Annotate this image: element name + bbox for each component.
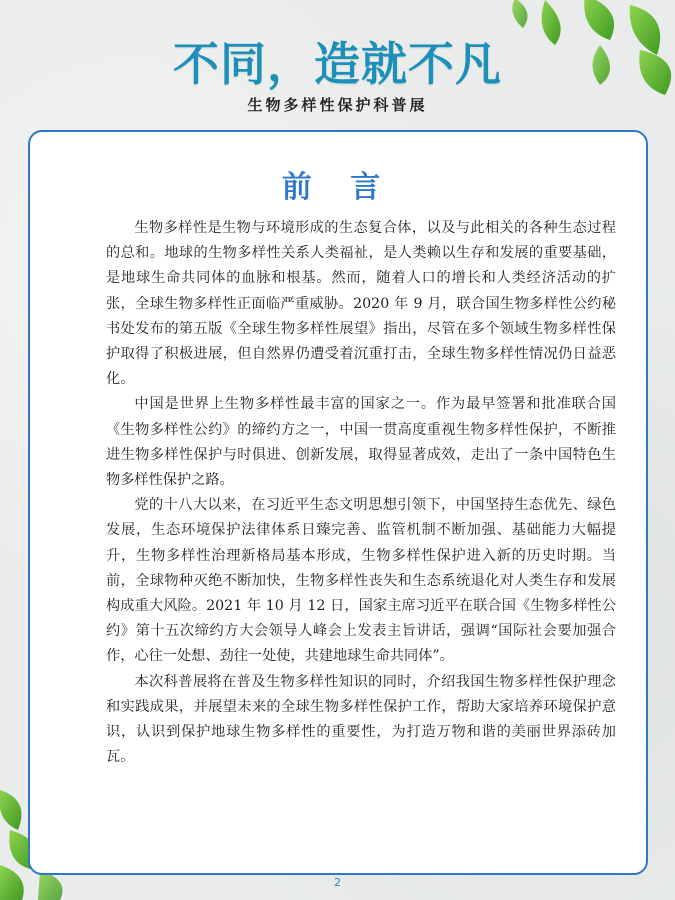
page-number: 2 xyxy=(334,876,341,889)
page-subtitle: 生物多样性保护科普展 xyxy=(247,96,428,114)
page-title: 不同，造就不凡 xyxy=(173,37,502,91)
section-heading: 前 言 xyxy=(281,170,395,205)
body-text xyxy=(106,216,616,770)
paragraph: 本次科普展将在普及生物多样性知识的同时，介绍我国生物多样性保护理念和实践成果，并展望未来的全球生物多样性保护工作，帮助大家培养环境保护意识，认识到保护地球生物多样性的重要性，为打造万物和谐的美丽世界添砖加瓦。 xyxy=(106,673,616,766)
paragraph: 党的十八大以来，在习近平生态文明思想引领下，中国坚持生态优先、绿色发展，生态环境保护法律体系日臻完善、监管机制不断加强、基础能力大幅提升，生物多样性治理新格局基本形成，生物多样性保护进入新的历史时期。当前，全球物种灭绝不断加快，生物多样性丧失和生态系统退化对人类生存和发展构成重大风险。2021 年 10 月 12 日，国家主席习近平在联合国《生物多样性公约》第十五次缔约方大会领导人峰会上发表主旨讲话，强调“国际社会要加强合作，心往一处想、劲往一处使，共建地球生命共同体”。 xyxy=(106,497,616,665)
paragraph: 中国是世界上生物多样性最丰富的国家之一。作为最早签署和批准联合国《生物多样性公约》的缔约方之一，中国一贯高度重视生物多样性保护，不断推进生物多样性保护与时俱进、创新发展，取得显著成效，走出了一条中国特色生物多样性保护之路。 xyxy=(106,396,616,489)
content-panel xyxy=(28,130,648,875)
paragraph: 生物多样性是生物与环境形成的生态复合体，以及与此相关的各种生态过程的总和。地球的生物多样性关系人类福祉，是人类赖以生存和发展的重要基础，是地球生命共同体的血脉和根基。然而，随着人口的增长和人类经济活动的扩张，全球生物多样性正面临严重威胁。2020 年 9 月，联合国生物多样性公约秘书处发布的第五版《全球生物多样性展望》指出，尽管在多个领域生物多样性保护取得了积极进展，但自然界仍遭受着沉重打击，全球生物多样性情况仍日益恶化。 xyxy=(106,220,616,388)
